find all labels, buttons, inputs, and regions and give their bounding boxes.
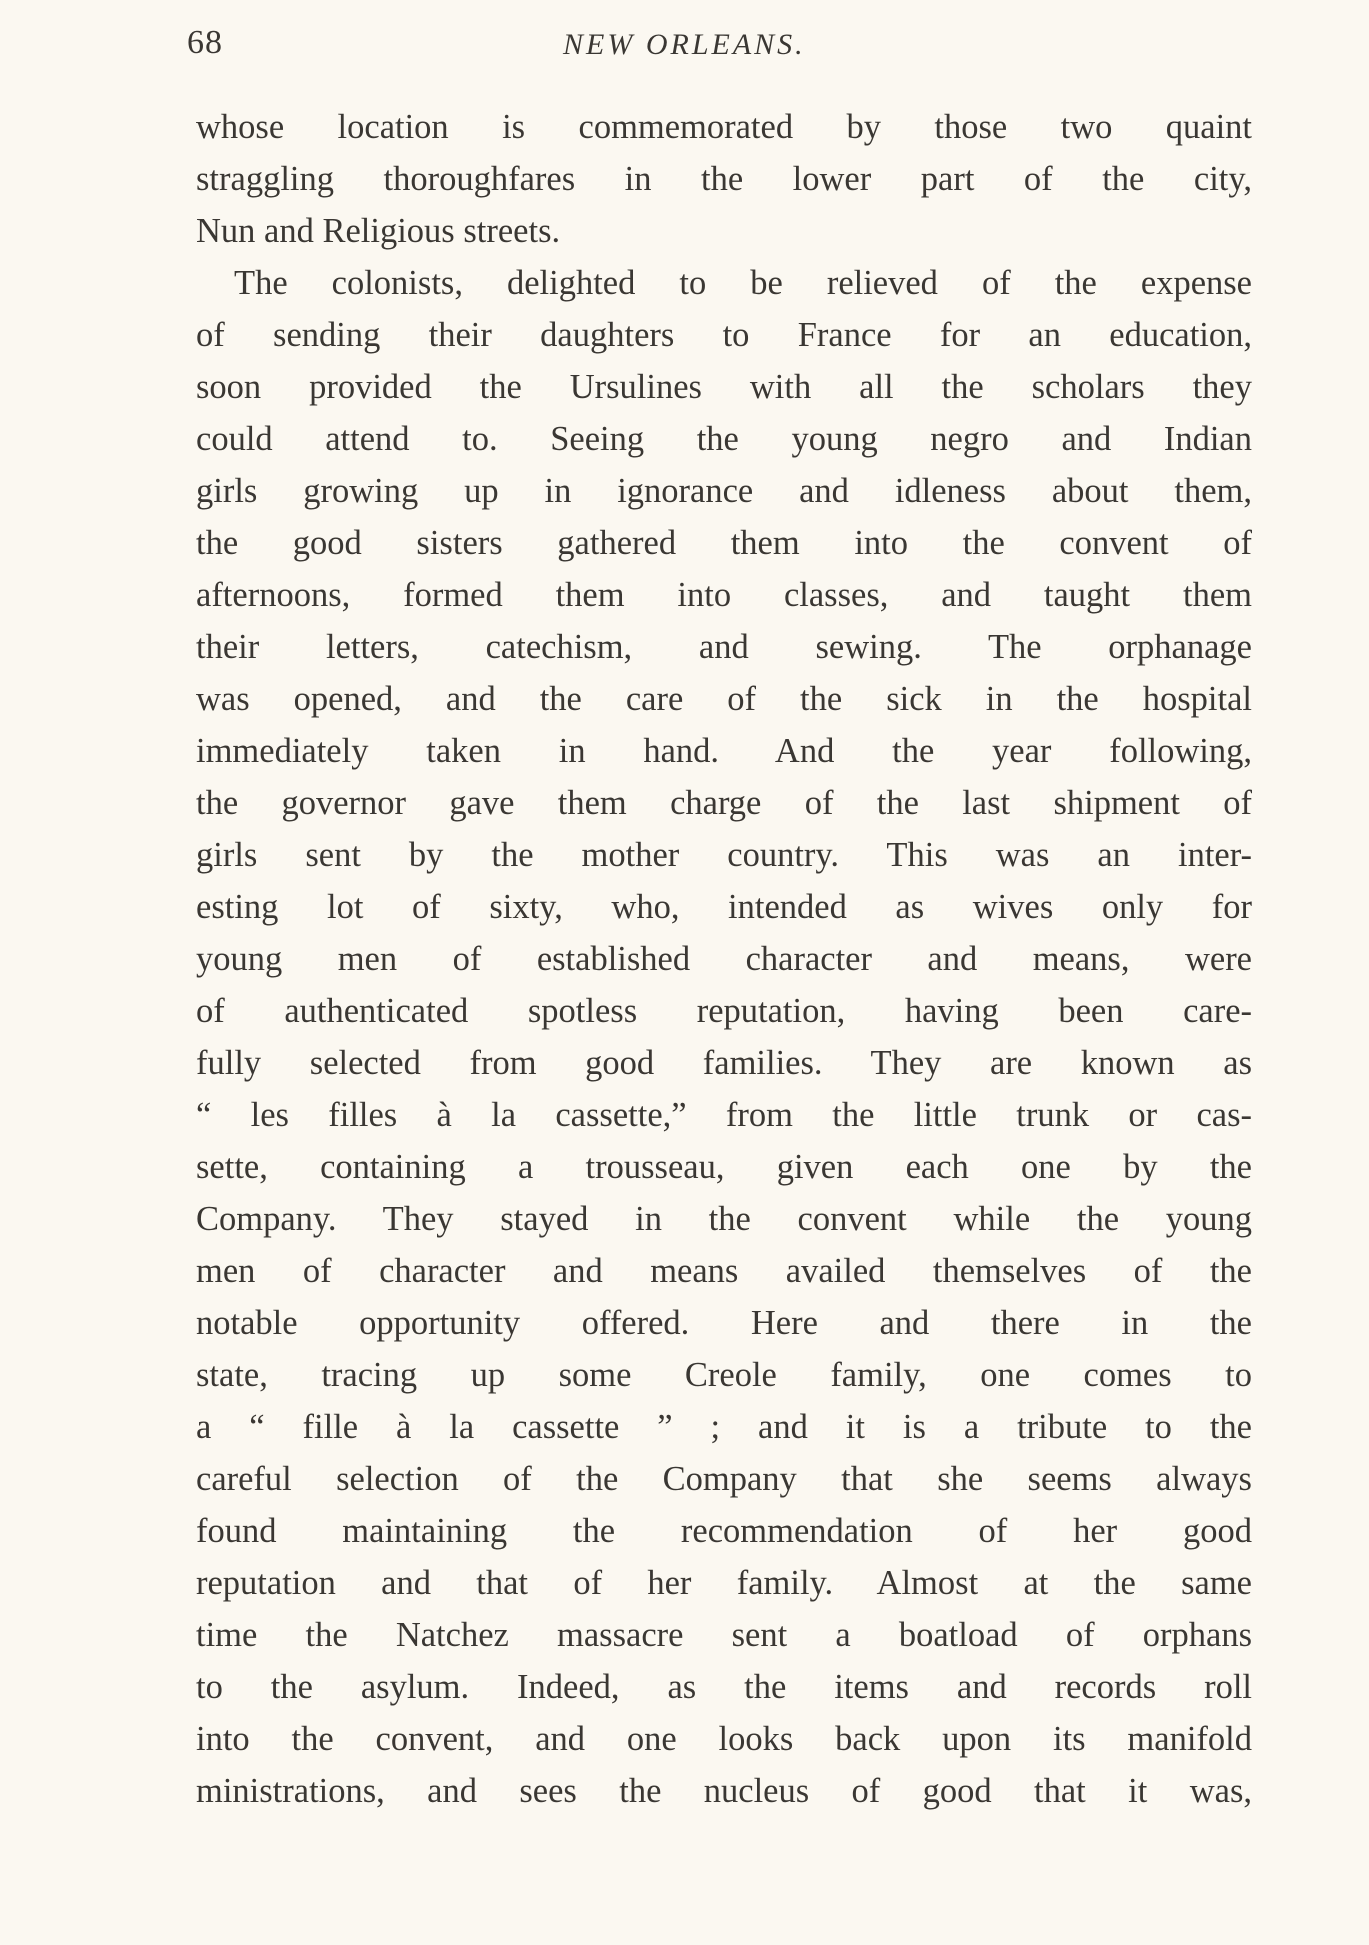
body-text	[196, 101, 1252, 1817]
text-line: the governor gave them charge of the last shipment of	[196, 784, 1252, 822]
text-line: straggling thoroughfares in the lower part of the city,	[196, 160, 1252, 198]
text-line: fully selected from good families. They are known as	[196, 1044, 1252, 1082]
text-line: careful selection of the Company that she seems always	[196, 1460, 1252, 1498]
text-line: could attend to. Seeing the young negro and Indian	[196, 420, 1252, 458]
text-line: girls growing up in ignorance and idleness about them,	[196, 472, 1252, 510]
running-title: NEW ORLEANS.	[563, 28, 806, 61]
text-line: girls sent by the mother country. This was an inter-	[196, 836, 1252, 874]
text-line: was opened, and the care of the sick in the hospital	[196, 680, 1252, 718]
text-line: The colonists, delighted to be relieved of the expense	[234, 264, 1252, 302]
text-line: afternoons, formed them into classes, and taught them	[196, 576, 1252, 614]
text-line: found maintaining the recommendation of her good	[196, 1512, 1252, 1550]
text-line: “ les filles à la cassette,” from the little trunk or cas-	[196, 1096, 1252, 1134]
text-line: sette, containing a trousseau, given each one by the	[196, 1148, 1252, 1186]
text-line: esting lot of sixty, who, intended as wives only for	[196, 888, 1252, 926]
text-line: to the asylum. Indeed, as the items and records roll	[196, 1668, 1252, 1706]
text-line: soon provided the Ursulines with all the scholars they	[196, 368, 1252, 406]
text-line: Company. They stayed in the convent while the young	[196, 1200, 1252, 1238]
text-line: their letters, catechism, and sewing. The orphanage	[196, 628, 1252, 666]
text-line: state, tracing up some Creole family, one comes to	[196, 1356, 1252, 1394]
text-line: Nun and Religious streets.	[196, 212, 561, 250]
text-line: a “ fille à la cassette ” ; and it is a tribute to the	[196, 1408, 1252, 1446]
text-line: ministrations, and sees the nucleus of good that it was,	[196, 1772, 1252, 1810]
text-line: of sending their daughters to France for an education,	[196, 316, 1252, 354]
text-line: whose location is commemorated by those two quaint	[196, 108, 1252, 146]
text-line: time the Natchez massacre sent a boatload of orphans	[196, 1616, 1252, 1654]
text-line: into the convent, and one looks back upon its manifold	[196, 1720, 1252, 1758]
text-line: immediately taken in hand. And the year following,	[196, 732, 1252, 770]
text-line: reputation and that of her family. Almost at the same	[196, 1564, 1252, 1602]
text-line: the good sisters gathered them into the convent of	[196, 524, 1252, 562]
text-line: notable opportunity offered. Here and there in the	[196, 1304, 1252, 1342]
text-line: men of character and means availed themselves of the	[196, 1252, 1252, 1290]
text-line: of authenticated spotless reputation, having been care-	[196, 992, 1252, 1030]
page-number: 68	[187, 24, 223, 61]
text-line: young men of established character and means, were	[196, 940, 1252, 978]
